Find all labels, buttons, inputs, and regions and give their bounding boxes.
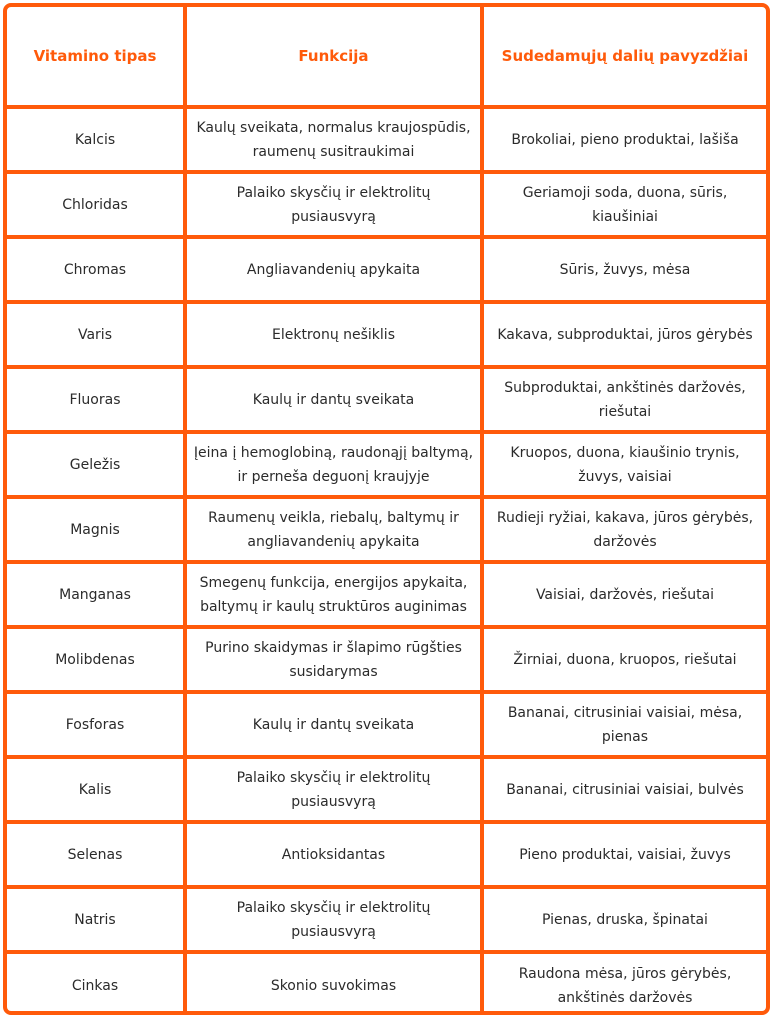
cell-type: Natris (7, 887, 185, 952)
cell-type: Fluoras (7, 367, 185, 432)
table-row (7, 887, 766, 952)
cell-function: Kaulų ir dantų sveikata (185, 692, 482, 757)
cell-function: Palaiko skysčių ir elektrolitų pusiausvyrą (185, 887, 482, 952)
cell-examples: Pienas, druska, špinatai (482, 887, 766, 952)
cell-type: Cinkas (7, 952, 185, 1015)
cell-examples: Bananai, citrusiniai vaisiai, mėsa, pienas (482, 692, 766, 757)
cell-examples: Kruopos, duona, kiaušinio trynis, žuvys, vaisiai (482, 432, 766, 497)
cell-type: Magnis (7, 497, 185, 562)
cell-type: Chloridas (7, 172, 185, 237)
cell-examples: Geriamoji soda, duona, sūris, kiaušiniai (482, 172, 766, 237)
cell-examples: Bananai, citrusiniai vaisiai, bulvės (482, 757, 766, 822)
cell-type: Selenas (7, 822, 185, 887)
cell-type: Chromas (7, 237, 185, 302)
table-row (7, 302, 766, 367)
cell-function: Antioksidantas (185, 822, 482, 887)
table-row (7, 432, 766, 497)
cell-examples: Subproduktai, ankštinės daržovės, riešutai (482, 367, 766, 432)
cell-function: Kaulų ir dantų sveikata (185, 367, 482, 432)
table-row (7, 367, 766, 432)
cell-type: Kalcis (7, 107, 185, 172)
cell-type: Geležis (7, 432, 185, 497)
table-header-row (7, 7, 766, 107)
cell-examples: Rudieji ryžiai, kakava, jūros gėrybės, daržovės (482, 497, 766, 562)
table-row (7, 952, 766, 1015)
header-examples: Sudedamųjų dalių pavyzdžiai (482, 7, 766, 107)
cell-function: Raumenų veikla, riebalų, baltymų ir angliavandenių apykaita (185, 497, 482, 562)
cell-function: Palaiko skysčių ir elektrolitų pusiausvyrą (185, 172, 482, 237)
cell-examples: Pieno produktai, vaisiai, žuvys (482, 822, 766, 887)
minerals-table (7, 7, 766, 1015)
cell-type: Manganas (7, 562, 185, 627)
table-row (7, 822, 766, 887)
table-row (7, 692, 766, 757)
table-row (7, 757, 766, 822)
minerals-table-container (3, 3, 770, 1015)
cell-function: Smegenų funkcija, energijos apykaita, baltymų ir kaulų struktūros auginimas (185, 562, 482, 627)
cell-function: Elektronų nešiklis (185, 302, 482, 367)
cell-function: Purino skaidymas ir šlapimo rūgšties susidarymas (185, 627, 482, 692)
cell-function: Kaulų sveikata, normalus kraujospūdis, raumenų susitraukimai (185, 107, 482, 172)
header-vitamin-type: Vitamino tipas (7, 7, 185, 107)
header-function: Funkcija (185, 7, 482, 107)
table-row (7, 237, 766, 302)
cell-function: Skonio suvokimas (185, 952, 482, 1015)
table-row (7, 562, 766, 627)
cell-examples: Žirniai, duona, kruopos, riešutai (482, 627, 766, 692)
cell-examples: Raudona mėsa, jūros gėrybės, ankštinės daržovės (482, 952, 766, 1015)
cell-examples: Sūris, žuvys, mėsa (482, 237, 766, 302)
table-row (7, 107, 766, 172)
cell-examples: Brokoliai, pieno produktai, lašiša (482, 107, 766, 172)
cell-type: Varis (7, 302, 185, 367)
table-row (7, 627, 766, 692)
table-row (7, 497, 766, 562)
cell-type: Fosforas (7, 692, 185, 757)
cell-type: Kalis (7, 757, 185, 822)
cell-function: Palaiko skysčių ir elektrolitų pusiausvyrą (185, 757, 482, 822)
cell-function: Įeina į hemoglobiną, raudonąjį baltymą, ir perneša deguonį kraujyje (185, 432, 482, 497)
cell-examples: Vaisiai, daržovės, riešutai (482, 562, 766, 627)
cell-type: Molibdenas (7, 627, 185, 692)
cell-function: Angliavandenių apykaita (185, 237, 482, 302)
table-row (7, 172, 766, 237)
cell-examples: Kakava, subproduktai, jūros gėrybės (482, 302, 766, 367)
